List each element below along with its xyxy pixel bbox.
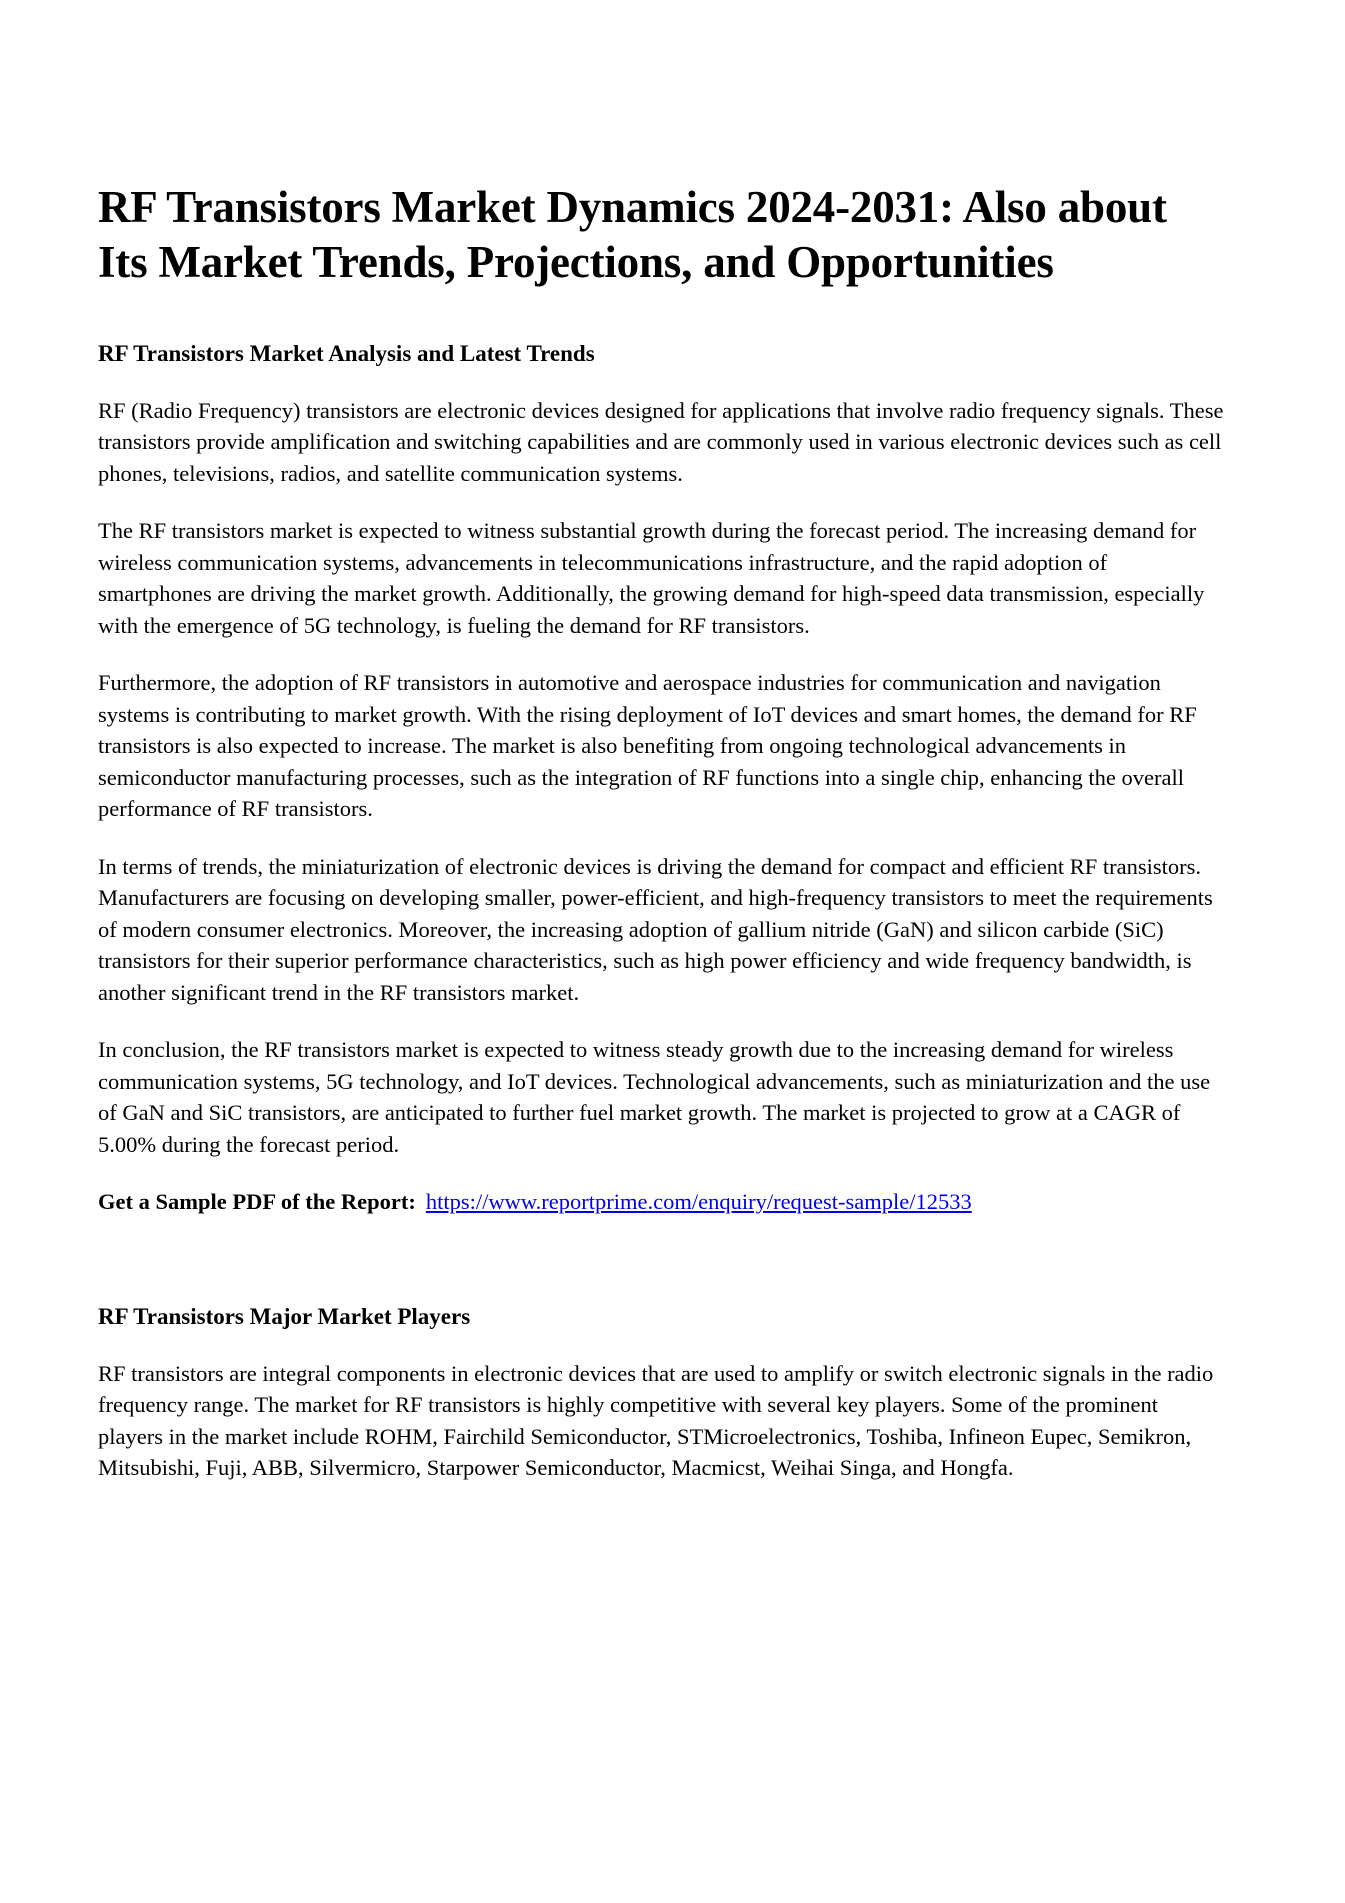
paragraph-trends-miniaturization: In terms of trends, the miniaturization of electronic devices is driving the demand for compact and efficient RF transistors. Manufacturers are focusing on developing smaller, power-efficient, and high-frequency transistors to meet the requirements of modern consumer electronics. Moreover, the increasing adoption of gallium nitride (GaN) and silicon carbide (SiC) transistors for their superior performance characteristics, such as high power efficiency and wide frequency bandwidth, is another significant trend in the RF transistors market. bbox=[98, 853, 1213, 1005]
paragraph-spacer bbox=[98, 1244, 1225, 1275]
paragraph-conclusion: In conclusion, the RF transistors market is expected to witness steady growth due to the increasing demand for wireless communication systems, 5G technology, and IoT devices. Technological advancements, such as miniaturization and the use of GaN and SiC transistors, are anticipated to further fuel market growth. The market is projected to grow at a CAGR of 5.00% during the forecast period. bbox=[98, 1037, 1211, 1157]
paragraph-major-players: RF transistors are integral components in electronic devices that are used to amplify or switch electronic signals in the radio frequency range. The market for RF transistors is highly competitive with several key players. Some of the prominent players in the market include ROHM, Fairchild Semiconductor, STMicroelectronics, Toshiba, Infineon Eupec, Semikron, Mitsubishi, Fuji, ABB, Silvermicro, Starpower Semiconductor, Macmicst, Weihai Singa, and Hongfa. bbox=[98, 1360, 1214, 1481]
paragraph-rf-definition: RF (Radio Frequency) transistors are electronic devices designed for applications that involve radio frequency signals. These transistors provide amplification and switching capabilities and are commonly used in various electronic devices such as cell phones, televisions, radios, and satellite communication systems. bbox=[98, 397, 1224, 486]
section-heading-market-analysis: RF Transistors Market Analysis and Latest Trends bbox=[98, 340, 595, 366]
paragraph-automotive-aerospace: Furthermore, the adoption of RF transistors in automotive and aerospace industries for communication and navigation systems is contributing to market growth. With the rising deployment of IoT devices and smart homes, the demand for RF transistors is also expected to increase. The market is also benefiting from ongoing technological advancements in semiconductor manufacturing processes, such as the integration of RF functions into a single chip, enhancing the overall performance of RF transistors. bbox=[98, 670, 1197, 822]
sample-pdf-line bbox=[98, 1186, 1225, 1218]
sample-pdf-label: Get a Sample PDF of the Report: bbox=[98, 1189, 416, 1215]
request-sample-link[interactable]: https://www.reportprime.com/enquiry/request-sample/12533 bbox=[425, 1189, 972, 1215]
section-heading-major-players: RF Transistors Major Market Players bbox=[98, 1303, 471, 1329]
page-title: RF Transistors Market Dynamics 2024-2031: Also about Its Market Trends, Projections, and Opportunities bbox=[98, 182, 1167, 287]
paragraph-market-growth: The RF transistors market is expected to witness substantial growth during the forecast period. The increasing demand for wireless communication systems, advancements in telecommunications infrastructure, and the rapid adoption of smartphones are driving the market growth. Additionally, the growing demand for high-speed data transmission, especially with the emergence of 5G technology, is fueling the demand for RF transistors. bbox=[98, 518, 1205, 638]
